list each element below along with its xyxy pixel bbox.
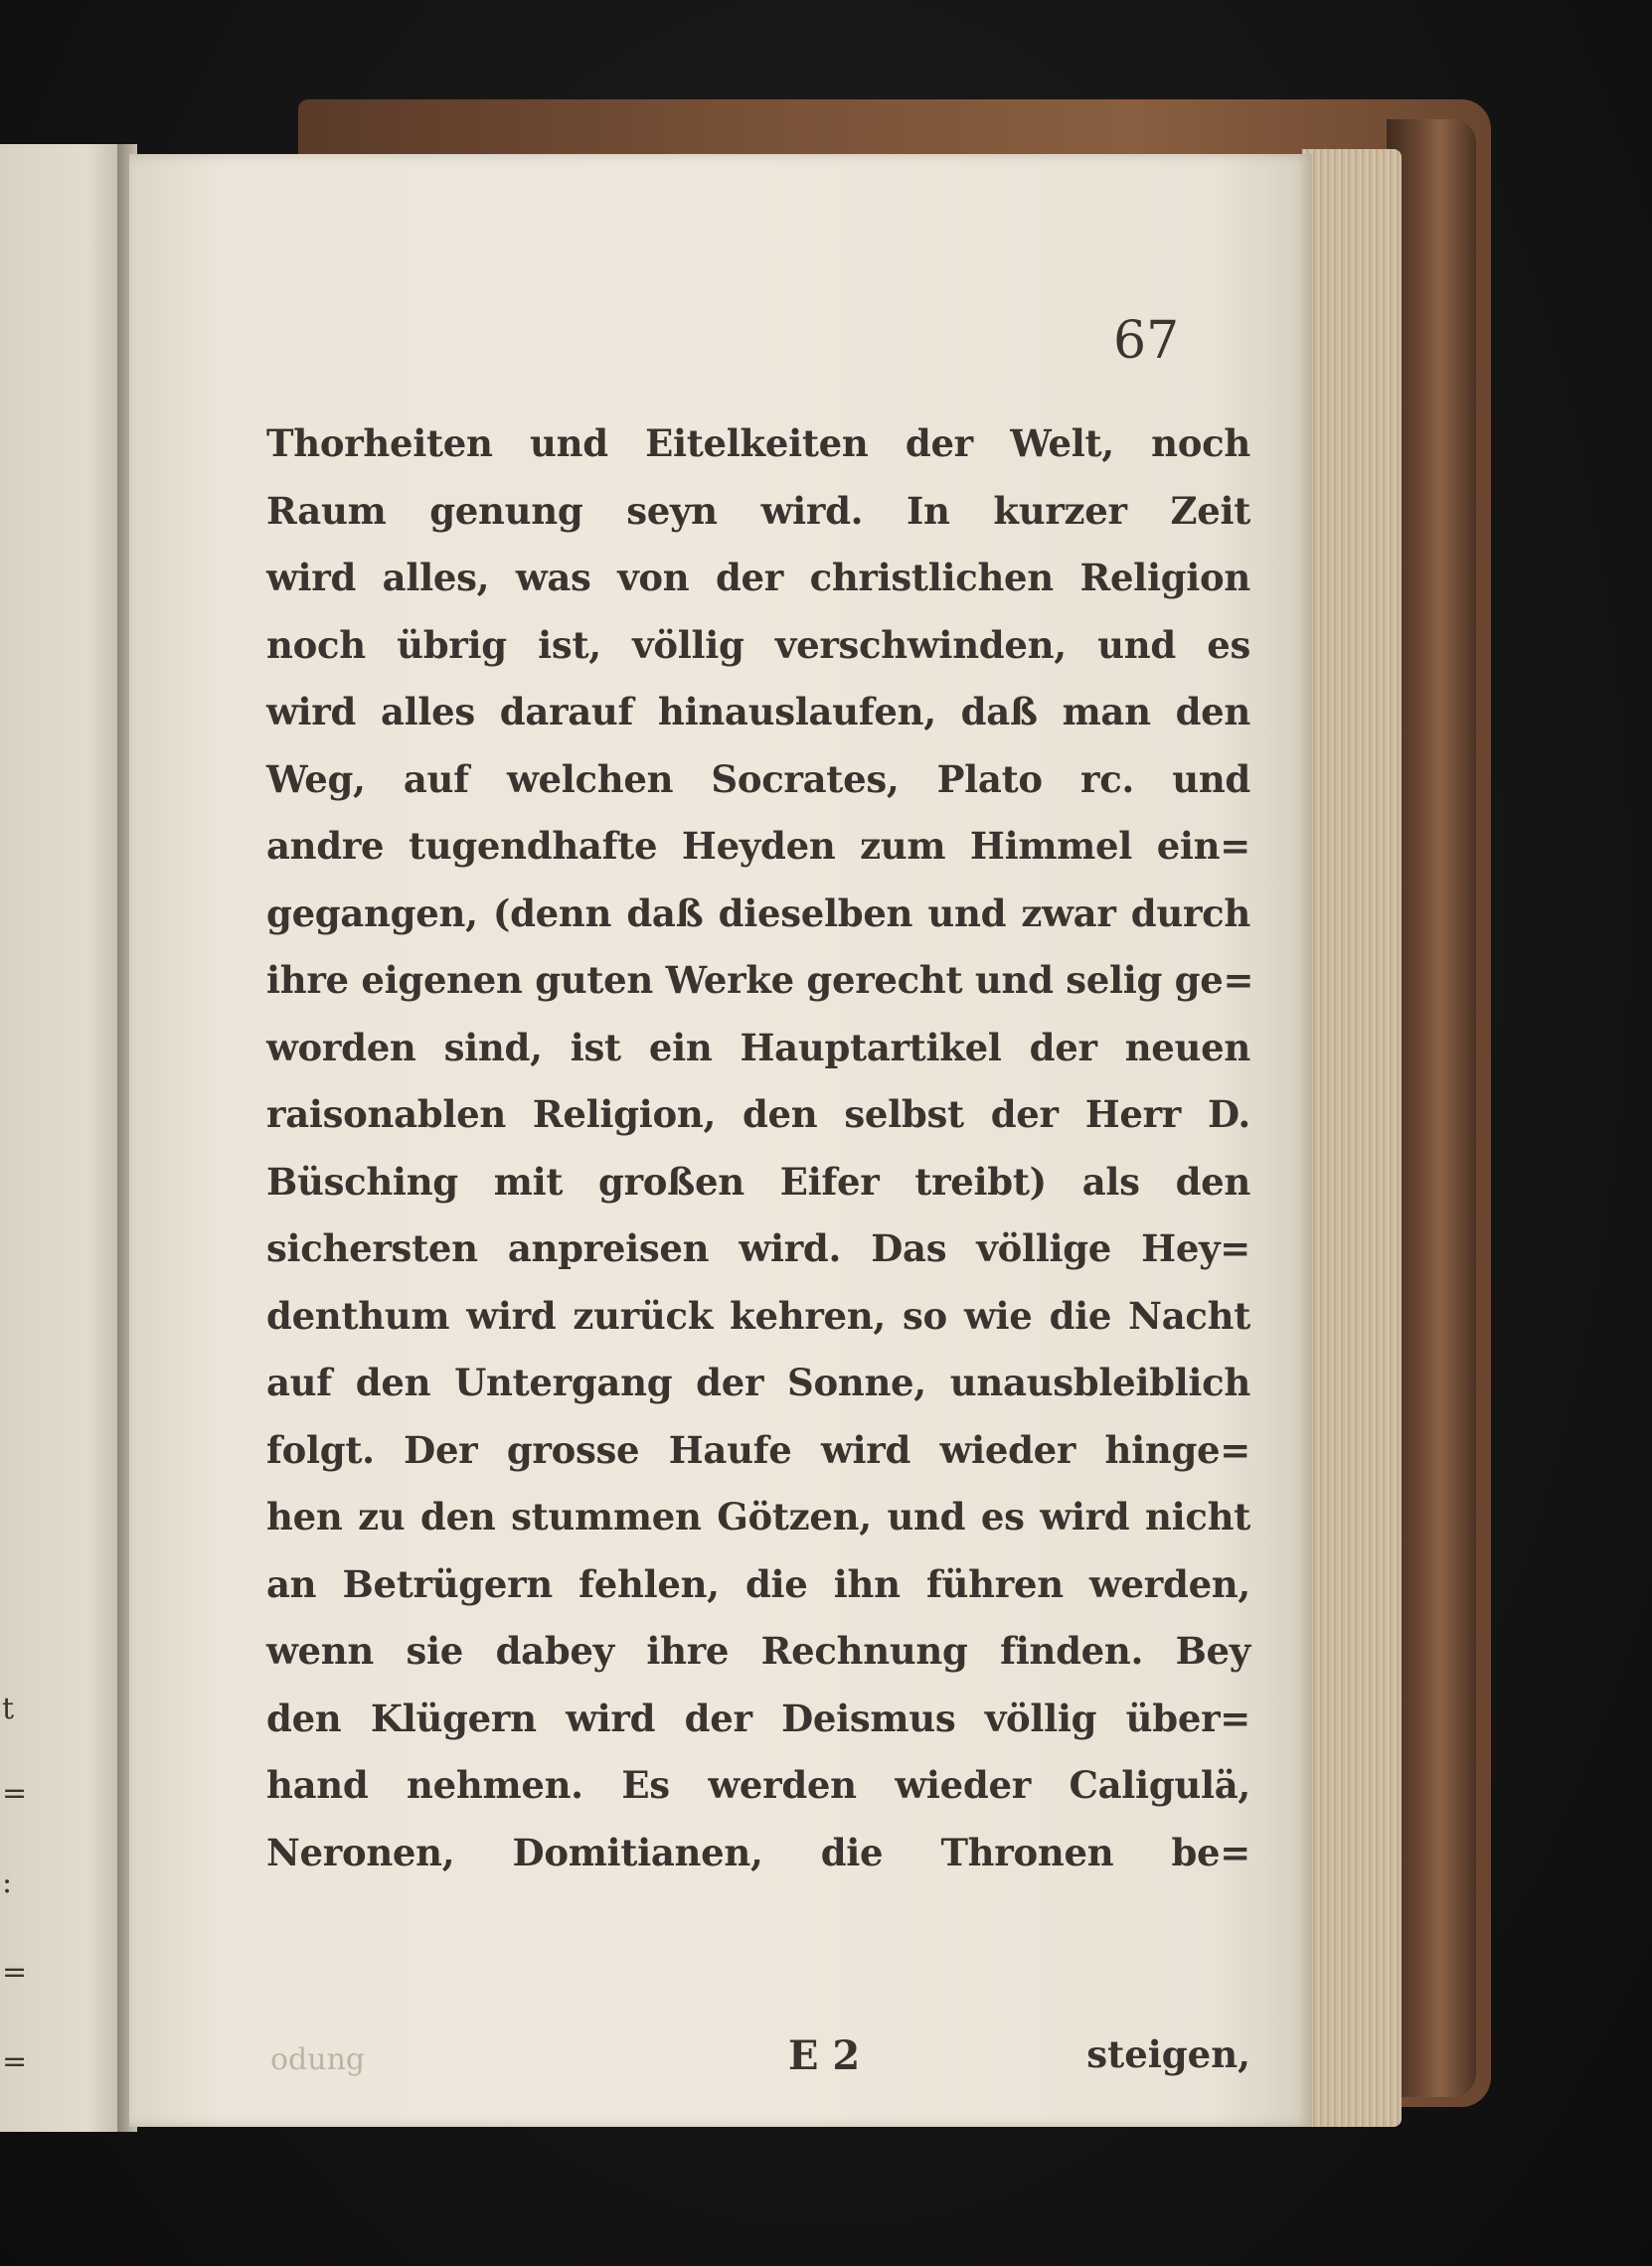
text-line: gegangen, (denn daß dieselben und zwar durch — [266, 890, 1250, 935]
text-line: folgt. Der grosse Haufe wird wieder hinge= — [266, 1427, 1250, 1472]
left-mark: = — [2, 1776, 28, 1811]
signature-mark: E 2 — [788, 2032, 861, 2079]
footer-faint-text: odung — [270, 2042, 366, 2077]
text-line: Raum genung seyn wird. In kurzer Zeit — [266, 488, 1250, 533]
left-page — [0, 144, 124, 2132]
page-text — [266, 410, 1254, 1886]
right-page — [129, 154, 1312, 2127]
text-line: denthum wird zurück kehren, so wie die Nacht — [266, 1293, 1250, 1338]
page-edges — [1302, 149, 1402, 2127]
text-line: wenn sie dabey ihre Rechnung finden. Bey — [266, 1629, 1250, 1673]
text-line: wird alles, was von der christlichen Religion — [266, 556, 1250, 599]
left-mark: : — [2, 1865, 13, 1900]
text-line: hand nehmen. Es werden wieder Caligulä, — [266, 1763, 1250, 1807]
text-line: den Klügern wird der Deismus völlig über= — [266, 1696, 1250, 1740]
text-line: an Betrügern fehlen, die ihn führen werden, — [266, 1561, 1250, 1606]
text-line: Thorheiten und Eitelkeiten der Welt, noch — [266, 421, 1250, 465]
left-mark: t — [2, 1692, 15, 1726]
text-line: auf den Untergang der Sonne, unausbleiblich — [266, 1361, 1250, 1404]
text-line: hen zu den stummen Götzen, und es wird nicht — [266, 1495, 1250, 1538]
left-page-margin-marks — [0, 1685, 28, 2132]
text-line: sichersten anpreisen wird. Das völlige Hey= — [266, 1226, 1250, 1270]
text-line: ihre eigenen guten Werke gerecht und selig ge= — [266, 958, 1254, 1002]
page-footer — [266, 2032, 1250, 2102]
text-line: raisonablen Religion, den selbst der Herr D. — [266, 1092, 1250, 1136]
text-line: andre tugendhafte Heyden zum Himmel ein= — [266, 824, 1250, 868]
text-line: Neronen, Domitianen, die Thronen be= — [266, 1830, 1250, 1874]
text-line: Büsching mit großen Eifer treibt) als den — [266, 1159, 1250, 1204]
text-line: noch übrig ist, völlig verschwinden, und es — [266, 622, 1250, 667]
text-line: wird alles darauf hinauslaufen, daß man den — [266, 690, 1250, 733]
text-line: worden sind, ist ein Hauptartikel der neuen — [266, 1025, 1250, 1069]
catchword: steigen, — [1086, 2032, 1250, 2076]
page-number: 67 — [1113, 311, 1180, 371]
text-line: Weg, auf welchen Socrates, Plato rc. und — [266, 756, 1250, 801]
left-mark: = — [2, 1955, 28, 1990]
left-mark: = — [2, 2044, 28, 2079]
